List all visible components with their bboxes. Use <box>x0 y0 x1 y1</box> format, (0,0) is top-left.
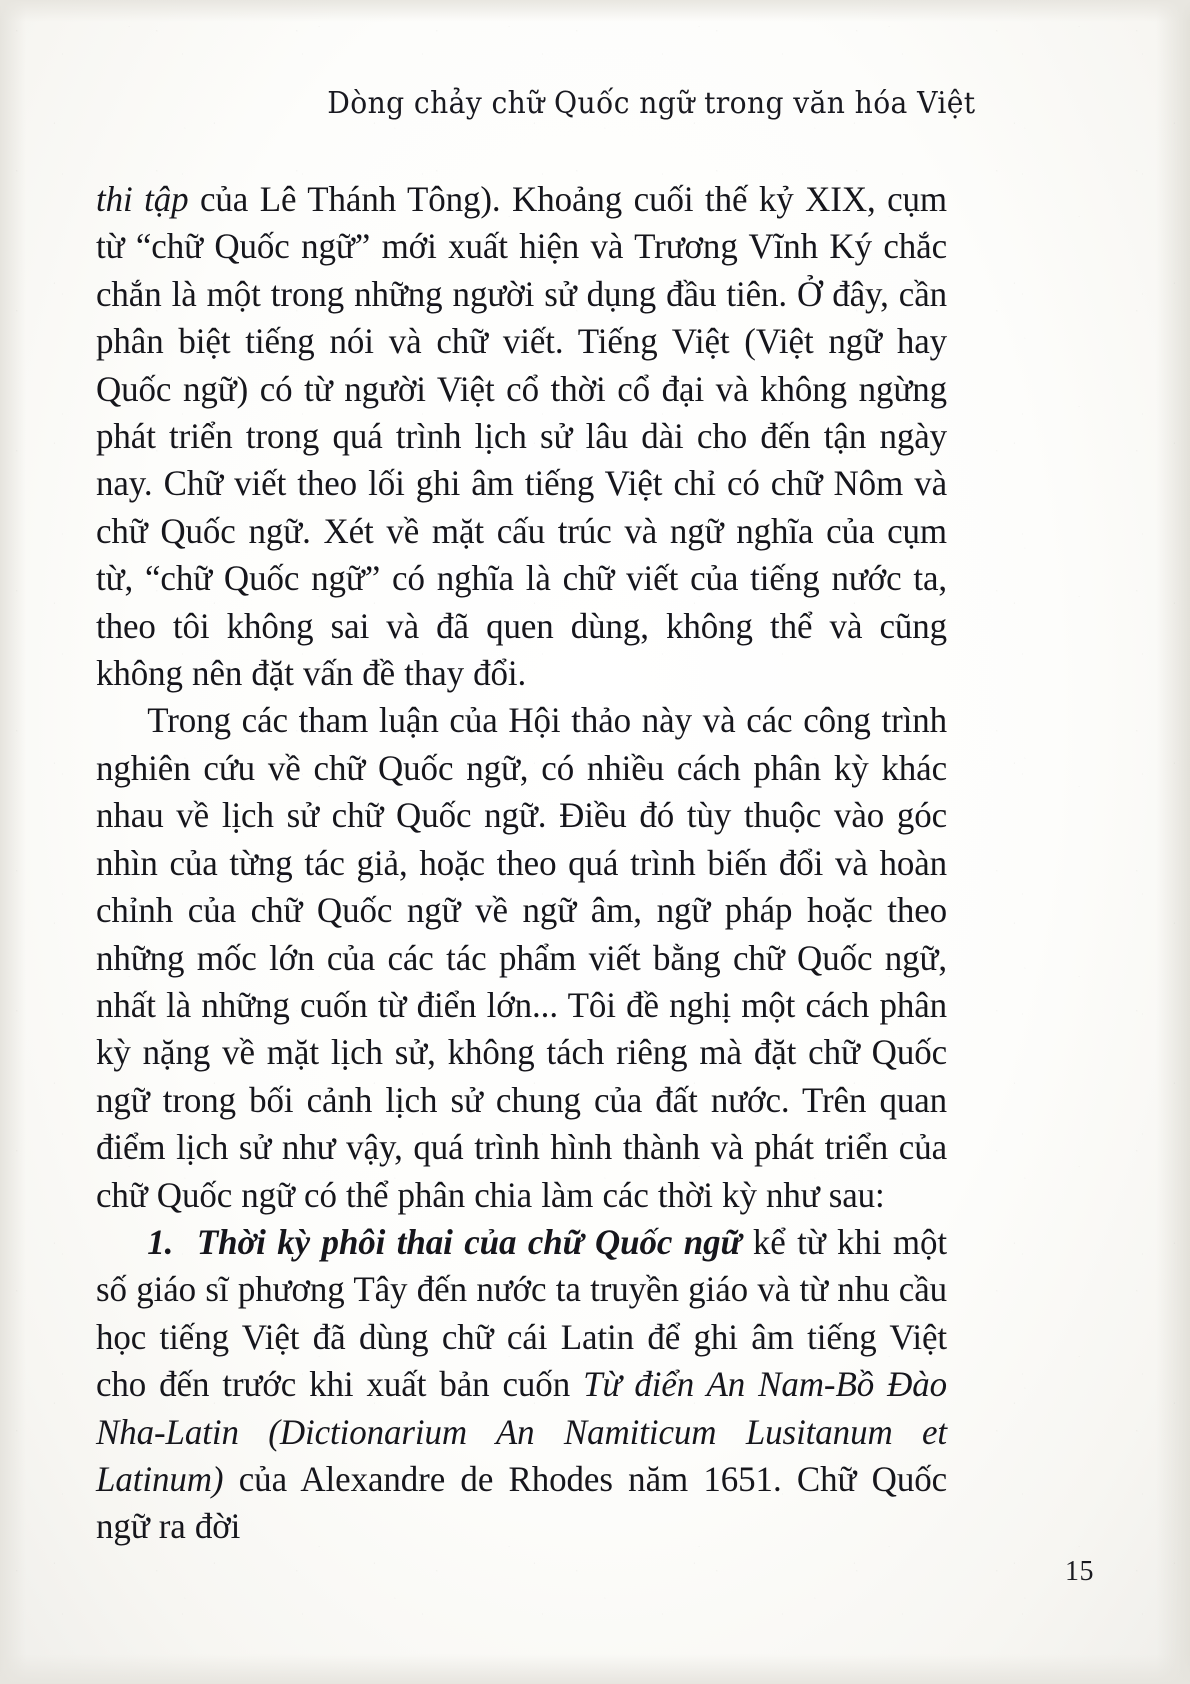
paragraph-1-text: của Lê Thánh Tông). Khoảng cuối thế kỷ XIX, cụm từ “chữ Quốc ngữ” mới xuất hiện và Trương Vĩnh Ký chắc chắn là một trong những người sử dụng đầu tiên. Ở đây, cần phân biệt tiếng nói và chữ viết. Tiếng Việt (Việt ngữ hay Quốc ngữ) có từ người Việt cổ thời cổ đại và không ngừng phát triển trong quá trình lịch sử lâu dài cho đến tận ngày nay. Chữ viết theo lối ghi âm tiếng Việt chỉ có chữ Nôm và chữ Quốc ngữ. Xét về mặt cấu trúc và ngữ nghĩa của cụm từ, “chữ Quốc ngữ” có nghĩa là chữ viết của tiếng nước ta, theo tôi không sai và đã quen dùng, không thể và cũng không nên đặt vấn đề thay đổi. <box>96 179 948 694</box>
paragraph-3-text-before-title: kể từ khi một số giáo sĩ phương Tây đến nước ta truyền giáo và từ nhu cầu học tiếng Việt đã dùng chữ cái Latin để ghi âm tiếng Việt cho đến trước khi xuất bản cuốn <box>96 1221 948 1405</box>
list-marker-1: 1. <box>147 1221 174 1262</box>
page-number: 15 <box>1065 1556 1094 1587</box>
period-heading-1: Thời kỳ phôi thai của chữ Quốc ngữ <box>196 1221 742 1262</box>
paragraph-1 <box>96 176 947 697</box>
paragraph-2-text: Trong các tham luận của Hội thảo này và các công trình nghiên cứu về chữ Quốc ngữ, có nhiều cách phân kỳ khác nhau về lịch sử chữ Quốc ngữ. Điều đó tùy thuộc vào góc nhìn của từng tác giả, hoặc theo quá trình biến đổi và hoàn chỉnh của chữ Quốc ngữ về ngữ âm, ngữ pháp hoặc theo những mốc lớn của các tác phẩm viết bằng chữ Quốc ngữ, nhất là những cuốn từ điển lớn... Tôi đề nghị một cách phân kỳ nặng về mặt lịch sử, không tách riêng mà đặt chữ Quốc ngữ trong bối cảnh lịch sử chung của đất nước. Trên quan điểm lịch sử như vậy, quá trình hình thành và phát triển của chữ Quốc ngữ có thể phân chia làm các thời kỳ như sau: <box>96 700 948 1215</box>
cited-work-title: Từ điển An Nam-Bồ Đào Nha-Latin (Dictionarium An Namiticum Lusitanum et Latinum) <box>96 1364 948 1499</box>
paragraph-1-italic-lead: thi tập <box>96 179 189 219</box>
paragraph-2 <box>96 697 947 1218</box>
body-text-column <box>96 176 960 1551</box>
running-head: Dòng chảy chữ Quốc ngữ trong văn hóa Việt <box>327 86 976 121</box>
paragraph-3-text-after-title: của Alexandre de Rhodes năm 1651. Chữ Quốc ngữ ra đời <box>96 1458 948 1547</box>
paragraph-3 <box>96 1219 947 1551</box>
